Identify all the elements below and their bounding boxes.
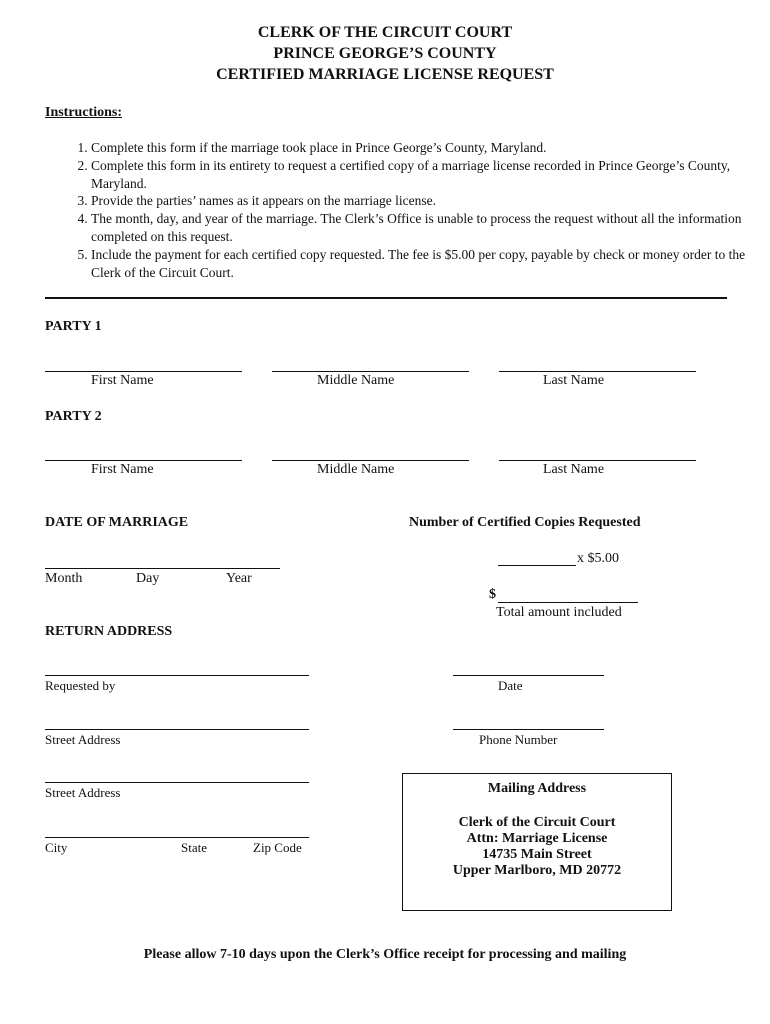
- form-title-line-2: PRINCE GEORGE’S COUNTY: [273, 45, 497, 62]
- instruction-item: 2. Complete this form in its entirety to request a certified copy of a marriage license recorded in Prince George’s County, Maryland.: [91, 157, 761, 193]
- processing-note: Please allow 7-10 days upon the Clerk’s Office receipt for processing and mailing: [143, 947, 627, 962]
- month-label: Month: [45, 571, 83, 586]
- copies-count-field[interactable]: [498, 565, 576, 566]
- mailing-address-line-1: Clerk of the Circuit Court: [458, 815, 616, 830]
- instructions-list: [45, 139, 761, 281]
- party1-last-name-label: Last Name: [543, 373, 605, 388]
- date-of-marriage-heading: DATE OF MARRIAGE: [45, 515, 189, 530]
- copies-fee-label: x $5.00: [577, 551, 619, 566]
- party2-middle-name-field[interactable]: [272, 460, 469, 461]
- dollar-sign: $: [489, 587, 496, 602]
- copies-heading: Number of Certified Copies Requested: [409, 515, 641, 530]
- party2-first-name-field[interactable]: [45, 460, 242, 461]
- party1-middle-name-label: Middle Name: [317, 373, 395, 388]
- party2-middle-name-label: Middle Name: [317, 462, 395, 477]
- instruction-item: 5. Include the payment for each certified copy requested. The fee is $5.00 per copy, payable by check or money order to the Clerk of the Circuit Court.: [91, 246, 761, 282]
- return-address-heading: RETURN ADDRESS: [45, 624, 173, 639]
- form-title-line-1: CLERK OF THE CIRCUIT COURT: [257, 24, 513, 41]
- street-address-label-2: Street Address: [45, 785, 121, 800]
- instructions-heading: Instructions:: [45, 105, 123, 120]
- requested-by-field[interactable]: [45, 675, 309, 676]
- state-label: State: [181, 840, 207, 855]
- phone-number-label: Phone Number: [479, 732, 558, 747]
- party1-middle-name-field[interactable]: [272, 371, 469, 372]
- instruction-item: 1. Complete this form if the marriage took place in Prince George’s County, Maryland.: [91, 139, 761, 157]
- requested-by-label: Requested by: [45, 678, 116, 693]
- date-field[interactable]: [453, 675, 604, 676]
- mailing-address-heading: Mailing Address: [487, 781, 587, 796]
- date-of-marriage-field[interactable]: [45, 568, 280, 569]
- instruction-item: 3. Provide the parties’ names as it appears on the marriage license.: [91, 192, 761, 210]
- mailing-address-line-4: Upper Marlboro, MD 20772: [452, 863, 622, 878]
- party1-first-name-field[interactable]: [45, 371, 242, 372]
- street-address-field-1[interactable]: [45, 729, 309, 730]
- date-label: Date: [498, 678, 523, 693]
- mailing-address-line-2: Attn: Marriage License: [466, 831, 608, 846]
- party2-first-name-label: First Name: [91, 462, 154, 477]
- party1-heading: PARTY 1: [45, 319, 102, 334]
- mailing-address-line-3: 14735 Main Street: [482, 847, 592, 862]
- phone-number-field[interactable]: [453, 729, 604, 730]
- party2-last-name-field[interactable]: [499, 460, 696, 461]
- party2-last-name-label: Last Name: [543, 462, 605, 477]
- city-state-zip-field[interactable]: [45, 837, 309, 838]
- mailing-address-box: [402, 773, 672, 911]
- total-amount-field[interactable]: [498, 602, 638, 603]
- total-amount-label: Total amount included: [496, 605, 622, 620]
- day-label: Day: [136, 571, 160, 586]
- form-title-line-3: CERTIFIED MARRIAGE LICENSE REQUEST: [216, 66, 554, 83]
- section-divider: [45, 297, 727, 299]
- zip-code-label: Zip Code: [253, 840, 302, 855]
- party2-heading: PARTY 2: [45, 409, 102, 424]
- party1-first-name-label: First Name: [91, 373, 154, 388]
- instruction-item: 4. The month, day, and year of the marriage. The Clerk’s Office is unable to process the request without all the information completed on this request.: [91, 210, 761, 246]
- city-label: City: [45, 840, 68, 855]
- street-address-label-1: Street Address: [45, 732, 121, 747]
- street-address-field-2[interactable]: [45, 782, 309, 783]
- year-label: Year: [226, 571, 252, 586]
- party1-last-name-field[interactable]: [499, 371, 696, 372]
